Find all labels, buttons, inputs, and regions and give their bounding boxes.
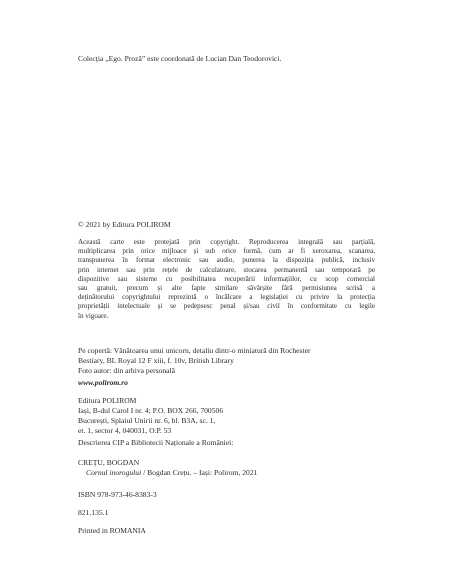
udc-code: 821.135.1 — [78, 508, 109, 517]
publisher-name: Editura POLIROM — [78, 396, 137, 405]
copyright-notice-line: dispozitive sau sisteme cu posibilitatea recuperării informațiilor, cu scop comercial — [78, 274, 375, 283]
isbn: ISBN 978-973-46-8383-3 — [78, 490, 157, 499]
copyright-notice-line: sau gratuit, precum și alte fapte similare săvârșite fără permisiunea scrisă a — [78, 284, 375, 293]
cover-credit-line: Bestiary, BL Royal 12 F xiii, f. 10v, British Library — [78, 356, 234, 365]
publisher-address-line: et. 1, sector 4, 040031, O.P. 53 — [78, 426, 172, 435]
cip-author: CREȚU, BOGDAN — [78, 458, 140, 467]
printed-in: Printed in ROMANIA — [78, 526, 146, 535]
copyright-notice-line: în vigoare. — [78, 311, 109, 320]
cip-entry — [78, 458, 378, 478]
copyright-notice-line: proprietății intelectuale și se pedepsesc penal și/sau civil în conformitate cu legile — [78, 302, 375, 311]
cover-credit-line: Pe copertă: Vânătoarea unui unicorn, detaliu dintr-o miniatură din Rochester — [78, 346, 311, 355]
copyright-notice-line: deținătorului copyrightului reprezintă o încălcare a legislației cu privire la protecția — [78, 293, 375, 302]
publisher-website: www.polirom.ro — [78, 378, 128, 387]
author-photo-credit: Foto autor: din arhiva personală — [78, 366, 176, 375]
publisher-address-line: București, Splaiul Unirii nr. 6, bl. B3A, sc. 1, — [78, 416, 216, 425]
cip-title-line — [78, 468, 378, 478]
copyright-notice — [78, 238, 375, 321]
collection-note: Colecția „Ego. Proză” este coordonată de Lucian Dan Teodorovici. — [78, 54, 282, 63]
cip-imprint: / Bogdan Crețu. – Iași: Polirom, 2021 — [141, 468, 258, 477]
copyright-line: © 2021 by Editura POLIROM — [78, 220, 171, 229]
copyright-notice-line: Această carte este protejată prin copyright. Reproducerea integrală sau parțială, — [78, 238, 375, 246]
copyright-notice-line: prin internet sau prin rețele de calculatoare, stocarea permanentă sau temporară pe — [78, 265, 375, 274]
cover-credits — [78, 346, 378, 376]
copyright-notice-line: multiplicarea prin orice mijloace și sub orice formă, cum ar fi xeroxarea, scanarea, — [78, 247, 375, 256]
publisher-address — [78, 396, 378, 436]
copyright-notice-line: transpunerea în format electronic sau audio, punerea la dispoziția publică, inclusiv — [78, 256, 375, 265]
cip-book-title: Cornul inorogului — [86, 468, 142, 477]
publisher-address-line: Iași, B-dul Carol I nr. 4; P.O. BOX 266, 700506 — [78, 406, 224, 415]
cip-heading: Descrierea CIP a Bibliotecii Naționale a României: — [78, 438, 234, 447]
